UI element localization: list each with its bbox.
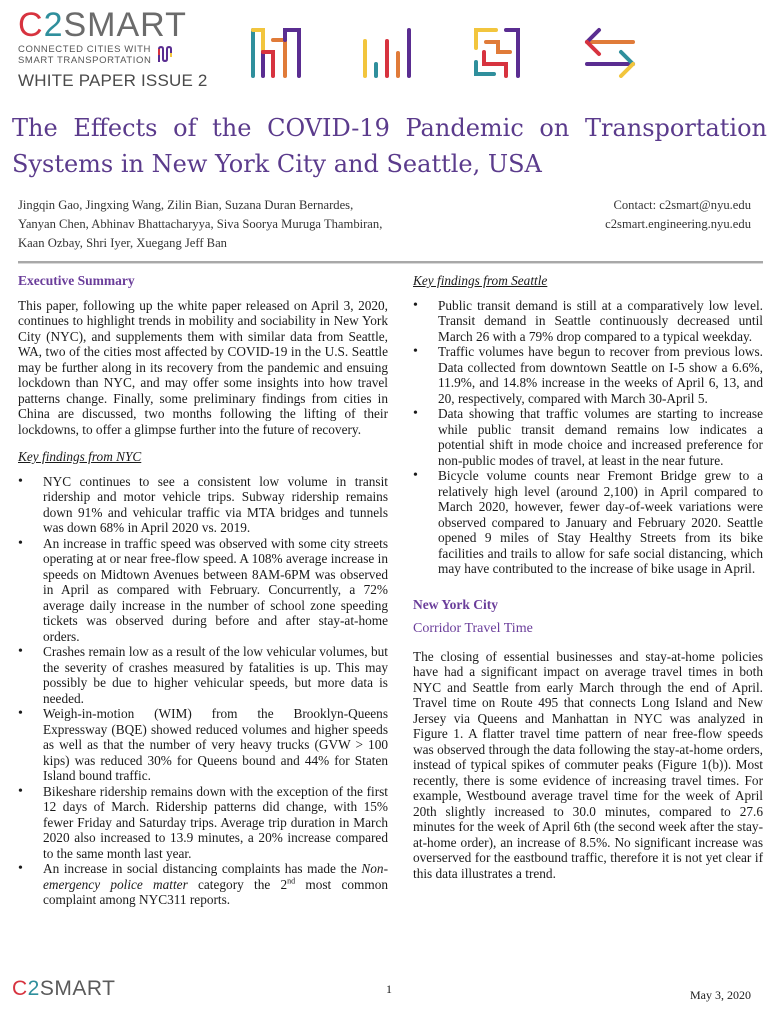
authors-line-1: Jingqin Gao, Jingxing Wang, Zilin Bian, Suzana Duran Bernardes, — [18, 198, 354, 212]
footer-logo — [12, 977, 115, 1001]
page-title — [12, 110, 767, 182]
maze-icon — [470, 26, 524, 78]
seattle-findings-list — [413, 298, 763, 577]
item-text: most common complaint among NYC311 reports. — [43, 876, 388, 907]
issue-label: WHITE PAPER ISSUE 2 — [18, 71, 208, 90]
left-column — [18, 273, 388, 908]
contact-email[interactable]: Contact: c2smart@nyu.edu — [613, 198, 751, 212]
squiggle-logo-icon — [157, 45, 173, 63]
item-text: category the 2 — [187, 876, 288, 892]
logo-c: C — [12, 977, 28, 1000]
list-item: • Crashes remain low as a result of the low vehicular volumes, but the severity of crashes measured by fatalities is up. This may possibly be due to higher vehicular speeds, but more data is needed. — [18, 644, 388, 706]
authors-line-3: Kaan Ozbay, Shri Iyer, Xuegang Jeff Ban — [18, 236, 227, 250]
logo-2: 2 — [43, 6, 64, 44]
item-text: An increase in social distancing complaints has made the — [43, 861, 362, 876]
list-item: • Weigh-in-motion (WIM) from the Brooklyn-Queens Expressway (BQE) showed reduced volumes and higher speeds as well as that the number of very heavy trucks (GVW > 100 kips) was reduced 30% for Queens bound and 44% for Staten Island bound traffic. — [18, 706, 388, 784]
logo-wordmark — [18, 8, 248, 42]
list-item: • An increase in traffic speed was observed with some city streets operating at or near free-flow speed. A 108% average increase in speeds on Midtown Avenues between 8AM-6PM was observed in April as compared with February. Concurrently, a 72% average daily increase in the number of school zone speeding tickets was observed during before and after stay-at-home orders. — [18, 536, 388, 645]
author-list — [18, 196, 488, 253]
contact-website-link[interactable]: c2smart.engineering.nyu.edu — [605, 217, 751, 231]
corridor-travel-time-heading: Corridor Travel Time — [413, 621, 533, 636]
logo-c: C — [18, 6, 44, 44]
bar-columns-icon — [250, 26, 304, 78]
executive-summary-body: This paper, following up the white paper released on April 3, 2020, continues to highlight trends in mobility and sociability in New York City (NYC), and supplements them with similar data from Seattle, WA, two of the cities most affected by COVID-19 in the U.S. Seattle may be further along in its recovery from the pandemic and ensuing lockdown than NYC, and may offer some insights into how travel patterns change. Finally, some preliminary findings from cities in China are discussed, two months following the lifting of their lockdowns, to offer a glimpse further into the future of recovery. — [18, 297, 388, 437]
logo-smart: SMART — [63, 6, 187, 44]
seattle-findings-heading: Key findings from Seattle — [413, 273, 548, 288]
list-item: • Data showing that traffic volumes are starting to increase while public transit demand remains low indicates a potential shift in mode choice and increased preference for non-public modes of travel, at least in the near future. — [413, 406, 763, 468]
title-line-1: The Effects of the COVID-19 Pandemic on Transportation — [12, 114, 767, 142]
executive-summary-heading: Executive Summary — [18, 273, 135, 288]
title-line-2: Systems in New York City and Seattle, USA — [12, 150, 542, 178]
tagline-line-2: SMART TRANSPORTATION — [18, 55, 152, 66]
list-item: • Traffic volumes have begun to recover from previous lows. Data collected from downtown Seattle on I-5 show a 6.6%, 11.9%, and 14.8% increase in the weeks of April 6, 13, and 20, respectively, compared with March 30-April 5. — [413, 344, 763, 406]
logo-tagline — [18, 42, 248, 66]
tagline-line-1: CONNECTED CITIES WITH — [18, 44, 151, 55]
page-number: 1 — [386, 982, 392, 996]
bar-chart-icon — [360, 26, 414, 78]
contact-info — [491, 196, 751, 234]
header-divider — [18, 261, 763, 264]
item-italic-text: Non-emergency police matter — [43, 861, 388, 892]
corridor-travel-time-body: The closing of essential businesses and stay-at-home policies have had a significant impact on average travel times in both NYC and Seattle from early March through the end of April. Travel time on Route 495 that connects Long Island and New Jersey via Queens and Manhattan in NYC was analyzed in Figure 1. A flatter travel time pattern of near free-flow speeds was observed through the data following the stay-at-home orders, instead of typical spikes of commuter peaks (Figure 1(b)). Most recently, there is some evidence of increasing travel times. For example, Westbound average travel time for the week of April 20th slightly increased to 30.0 minutes, compared to 27.6 minutes for the week of April 6th (the second week after the stay-at-home order), an increase of 8.5%. No significant increase was overserved for the eastbound traffic, therefore it is not yet clear if this data illustrates a trend. — [413, 648, 763, 881]
list-item: • Bicycle volume counts near Fremont Bridge grew to a relatively high level (around 2,100) in April compared to March 2020, however, fewer day-of-week variations were observed compared to January and February 2020. Seattle opened 9 miles of Stay Healthy Streets from its bike facilities and trails to allow for safe social distancing, which may have contributed to the increase of bike usage in April. — [413, 468, 763, 577]
logo-smart: SMART — [39, 977, 116, 1000]
c2smart-logo — [18, 8, 248, 91]
list-item: • Bikeshare ridership remains down with the exception of the first 12 days of March. Ridership patterns did change, with 15% fewer Friday and Saturday trips. Average trip duration in March 2020 also increased to 13.9 minutes, a 20% increase compared to the same month last year. — [18, 784, 388, 862]
right-column — [413, 273, 763, 881]
logo-2: 2 — [27, 977, 40, 1000]
nyc-section-heading: New York City — [413, 596, 498, 612]
list-item: • Public transit demand is still at a comparatively low level. Transit demand in Seattle continuously decreased until March 26 with a 79% drop compared to a typical weekday. — [413, 298, 763, 345]
nyc-findings-list — [18, 474, 388, 908]
ordinal-superscript: nd — [287, 876, 296, 886]
list-item — [18, 861, 388, 908]
publication-date: May 3, 2020 — [690, 988, 751, 1002]
authors-line-2: Yanyan Chen, Abhinav Bhattacharyya, Siva Soorya Muruga Thambiran, — [18, 217, 383, 231]
list-item: • NYC continues to see a consistent low volume in transit ridership and motor vehicle trips. Subway ridership remains down 91% and vehicular traffic via MTA bridges and tunnels was down 68% in April 2020 vs. 2019. — [18, 474, 388, 536]
exchange-arrows-icon — [583, 26, 637, 78]
nyc-findings-heading: Key findings from NYC — [18, 449, 142, 464]
